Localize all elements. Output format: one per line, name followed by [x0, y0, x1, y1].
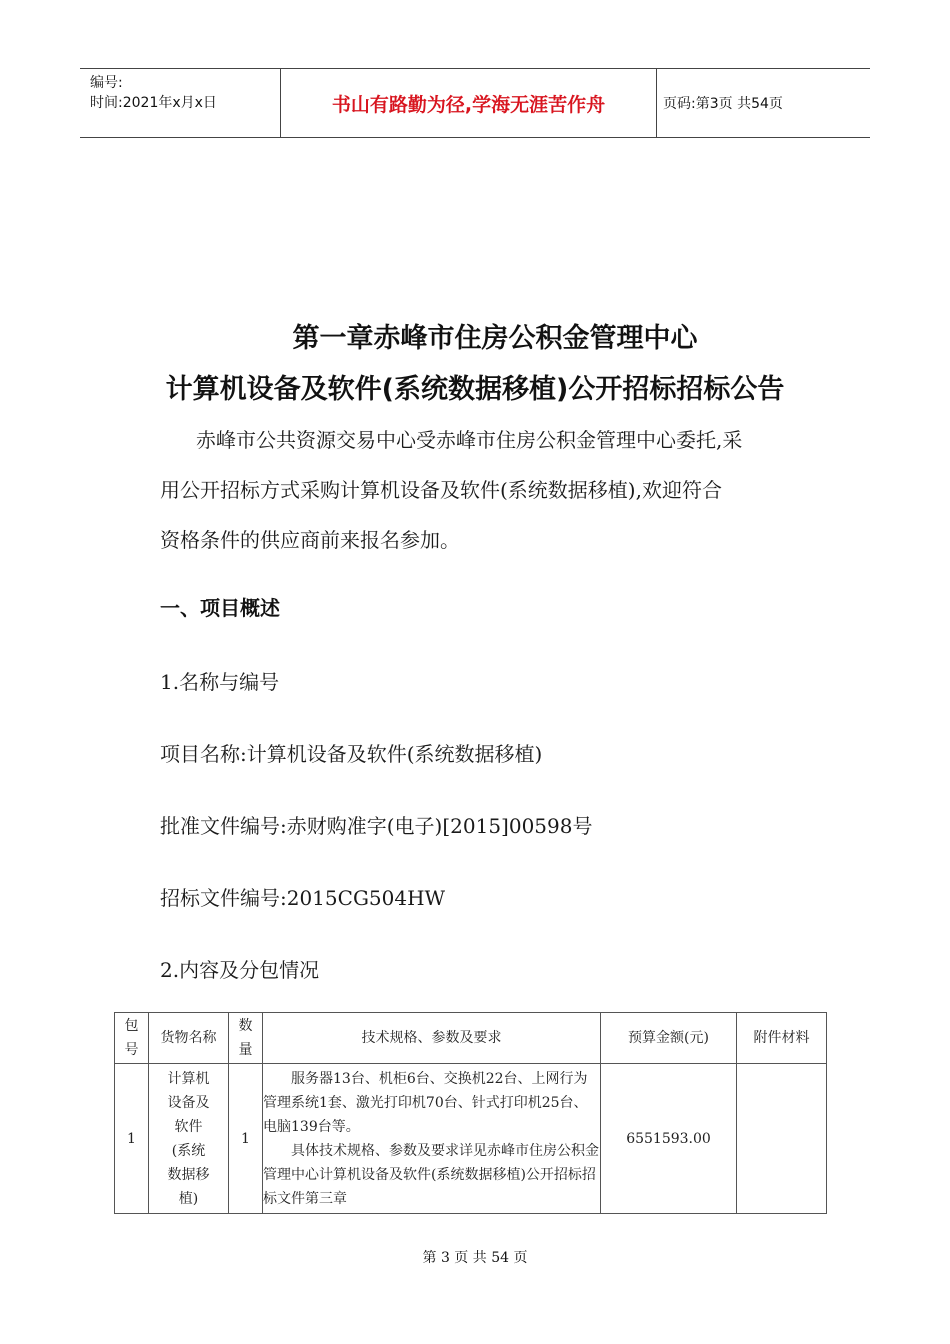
cell-attachments	[737, 1064, 827, 1214]
header-meta	[80, 69, 281, 137]
section-project-overview: 一、项目概述	[160, 596, 280, 620]
chapter-title: 第一章赤峰市住房公积金管理中心	[292, 323, 698, 354]
header-attachments: 附件材料	[737, 1013, 827, 1064]
item-content-packages: 2.内容及分包情况	[160, 958, 320, 982]
cell-package: 1	[115, 1064, 149, 1214]
header-budget: 预算金额(元)	[601, 1013, 737, 1064]
header-package: 包号	[115, 1013, 149, 1064]
spec-paragraph-1: 服务器13台、机柜6台、交换机22台、上网行为管理系统1套、激光打印机70台、针式打印机25台、电脑139台等。	[263, 1070, 588, 1135]
project-name: 项目名称:计算机设备及软件(系统数据移植)	[160, 742, 543, 766]
header-goods-name: 货物名称	[149, 1013, 229, 1064]
item-name-and-number: 1.名称与编号	[160, 670, 280, 694]
announcement-title: 计算机设备及软件(系统数据移植)公开招标招标公告	[165, 374, 785, 405]
page-footer: 第 3 页 共 54 页	[422, 1250, 528, 1266]
intro-line-3: 资格条件的供应商前来报名参加。	[160, 528, 460, 552]
cell-budget: 6551593.00	[601, 1064, 737, 1214]
serial-label: 编号:	[90, 75, 123, 91]
intro-line-1: 赤峰市公共资源交易中心受赤峰市住房公积金管理中心委托,采	[196, 428, 743, 452]
table-header-row	[115, 1013, 827, 1064]
header-page-info: 页码:第3页 共54页	[663, 96, 783, 112]
page-header	[80, 68, 870, 138]
header-quantity: 数量	[229, 1013, 263, 1064]
cell-spec	[263, 1064, 601, 1214]
header-motto: 书山有路勤为径,学海无涯苦作舟	[281, 69, 657, 137]
cell-goods-name: 计算机设备及软件(系统数据移植)	[149, 1064, 229, 1214]
header-spec: 技术规格、参数及要求	[263, 1013, 601, 1064]
spec-paragraph-2: 具体技术规格、参数及要求详见赤峰市住房公积金管理中心计算机设备及软件(系统数据移植)公开招标招标文件第三章	[263, 1142, 599, 1207]
time-label: 时间:2021年x月x日	[90, 95, 217, 111]
approval-number: 批准文件编号:赤财购准字(电子)[2015]00598号	[160, 814, 593, 838]
intro-line-2: 用公开招标方式采购计算机设备及软件(系统数据移植),欢迎符合	[160, 478, 722, 502]
cell-quantity: 1	[229, 1064, 263, 1214]
tender-number: 招标文件编号:2015CG504HW	[160, 886, 446, 910]
table-row	[115, 1064, 827, 1214]
package-table	[114, 1012, 827, 1214]
